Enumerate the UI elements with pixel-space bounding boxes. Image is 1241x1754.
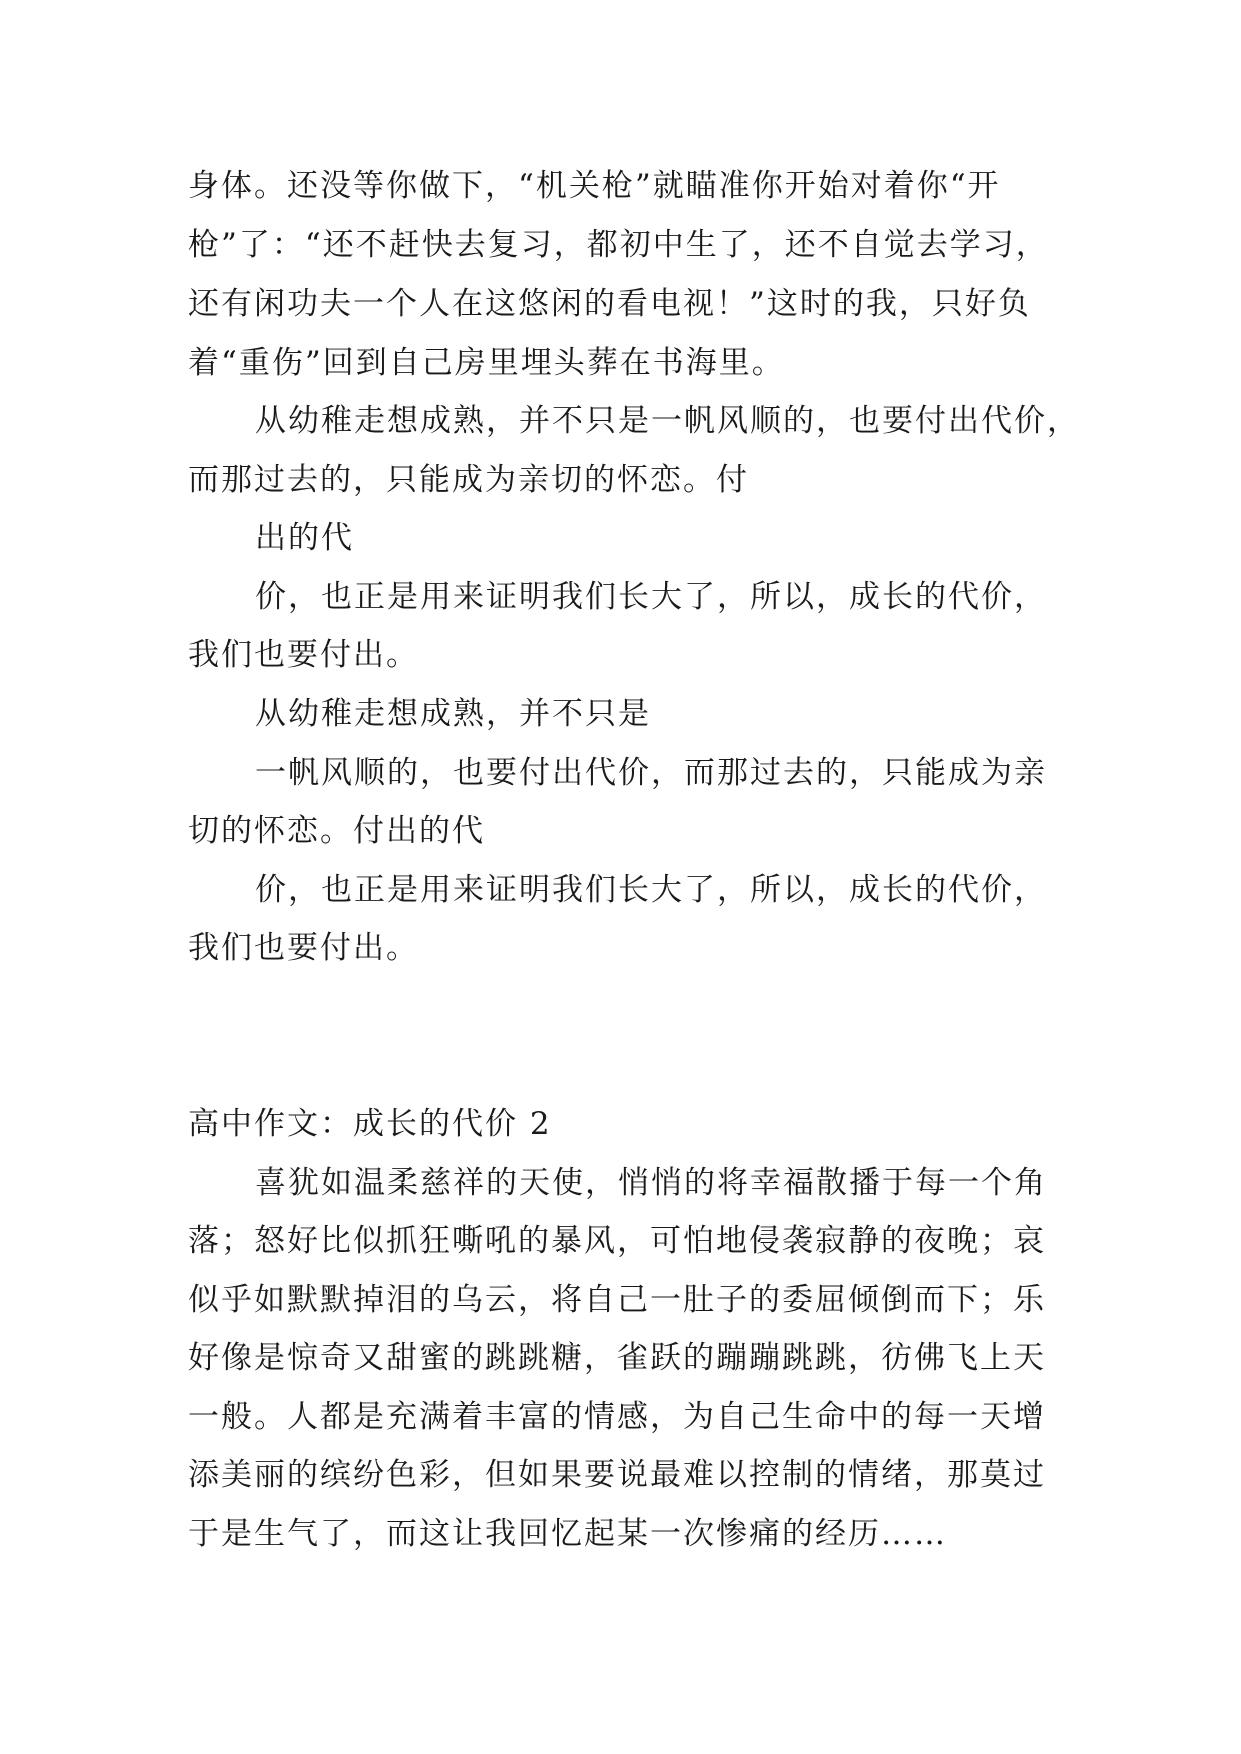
text-line: 于是生气了，而这让我回忆起某一次惨痛的经历…… bbox=[188, 1516, 947, 1552]
text-line: 一般。人都是充满着丰富的情感，为自己生命中的每一天增 bbox=[188, 1399, 1046, 1435]
text-line: 我们也要付出。 bbox=[188, 637, 419, 673]
text-line: 似乎如默默掉泪的乌云，将自己一肚子的委屈倾倒而下；乐 bbox=[188, 1282, 1046, 1318]
text-line: 添美丽的缤纷色彩，但如果要说最难以控制的情绪，那莫过 bbox=[188, 1457, 1046, 1493]
text-line: 还有闲功夫一个人在这悠闲的看电视！”这时的我，只好负 bbox=[188, 286, 1031, 322]
text-line: 切的怀恋。付出的代 bbox=[188, 813, 485, 849]
text-line: 从幼稚走想成熟，并不只是一帆风顺的，也要付出代价， bbox=[255, 403, 1080, 439]
text-line: 喜犹如温柔慈祥的天使，悄悄的将幸福散播于每一个角 bbox=[255, 1165, 1047, 1201]
text-line: 价，也正是用来证明我们长大了，所以，成长的代价， bbox=[255, 872, 1047, 908]
text-line: 着“重伤”回到自己房里埋头葬在书海里。 bbox=[188, 345, 785, 381]
text-line: 我们也要付出。 bbox=[188, 930, 419, 966]
text-line: 价，也正是用来证明我们长大了，所以，成长的代价， bbox=[255, 579, 1047, 615]
text-line: 出的代 bbox=[255, 520, 354, 556]
text-line: 而那过去的，只能成为亲切的怀恋。付 bbox=[188, 462, 749, 498]
essay-heading: 高中作文：成长的代价 2 bbox=[188, 1106, 552, 1142]
text-line: 从幼稚走想成熟，并不只是 bbox=[255, 696, 651, 732]
text-line: 好像是惊奇又甜蜜的跳跳糖，雀跃的蹦蹦跳跳，彷佛飞上天 bbox=[188, 1340, 1046, 1376]
text-line: 一帆风顺的，也要付出代价，而那过去的，只能成为亲 bbox=[255, 755, 1047, 791]
text-line: 身体。还没等你做下，“机关枪”就瞄准你开始对着你“开 bbox=[188, 168, 1001, 204]
text-line: 落；怒好比似抓狂嘶吼的暴风，可怕地侵袭寂静的夜晚；哀 bbox=[188, 1223, 1046, 1259]
text-line: 枪”了：“还不赶快去复习，都初中生了，还不自觉去学习， bbox=[188, 227, 1049, 263]
